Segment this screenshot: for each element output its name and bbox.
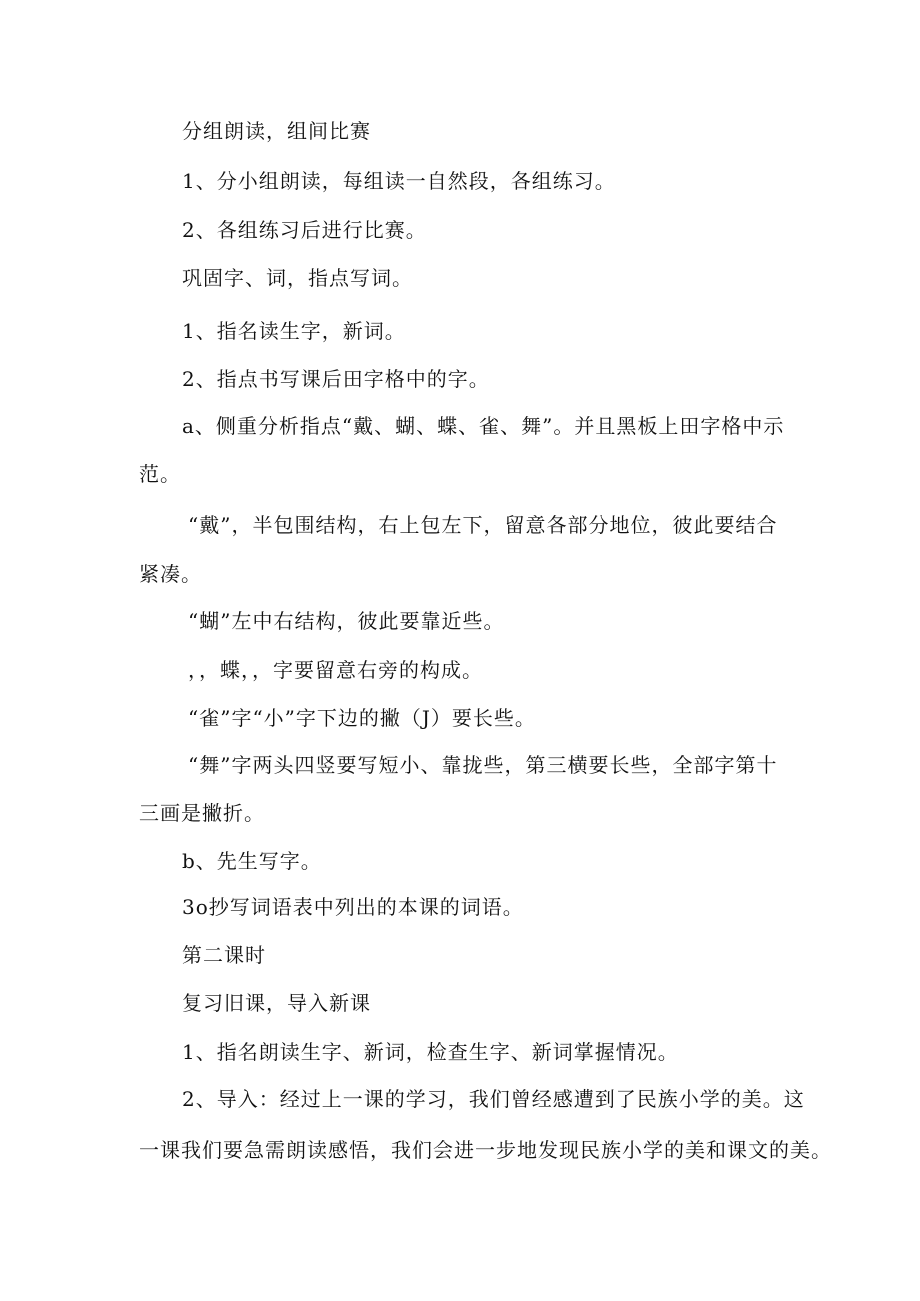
paragraph-line: 2、导入：经过上一课的学习，我们曾经感遭到了民族小学的美。这 — [182, 1087, 805, 1111]
paragraph-line: 1、指名朗读生字、新词，检查生字、新词掌握情况。 — [182, 1040, 679, 1064]
paragraph-line: “舞”字两头四竖要写短小、靠拢些，第三横要长些，全部字第十 — [188, 753, 778, 777]
paragraph-line: 1、指名读生字，新词。 — [182, 319, 406, 343]
section-heading-group-reading: 分组朗读，组间比赛 — [182, 119, 371, 143]
paragraph-line: b、先生写字。 — [182, 849, 322, 873]
paragraph-line-continued: 三画是撇折。 — [139, 801, 265, 825]
paragraph-line: 2、各组练习后进行比赛。 — [182, 218, 427, 242]
paragraph-line: 1、分小组朗读，每组读一自然段，各组练习。 — [182, 169, 616, 193]
paragraph-line-continued: 紧凑。 — [139, 562, 202, 586]
paragraph-line: 3o抄写词语表中列出的本课的词语。 — [182, 895, 524, 919]
paragraph-line-continued: 范。 — [139, 462, 181, 486]
paragraph-line: ，，蝶，，字要留意右旁的构成。 — [188, 658, 483, 682]
section-heading-consolidate: 巩固字、词，指点写词。 — [182, 266, 413, 290]
paragraph-line: 2、指点书写课后田字格中的字。 — [182, 367, 490, 391]
paragraph-line: “蝴”左中右结构，彼此要靠近些。 — [188, 609, 505, 633]
section-heading-second-lesson: 第二课时 — [182, 943, 266, 967]
section-heading-review: 复习旧课，导入新课 — [182, 991, 371, 1015]
paragraph-line: “雀”字“小”字下边的撇（J）要长些。 — [188, 706, 536, 730]
paragraph-line: “戴”，半包围结构，右上包左下，留意各部分地位，彼此要结合 — [188, 513, 778, 537]
paragraph-line: a、侧重分析指点“戴、蝴、蝶、雀、舞”。并且黑板上田字格中示 — [182, 414, 785, 438]
paragraph-line-continued: 一课我们要急需朗读感悟，我们会进一步地发现民族小学的美和课文的美。 — [139, 1138, 832, 1162]
